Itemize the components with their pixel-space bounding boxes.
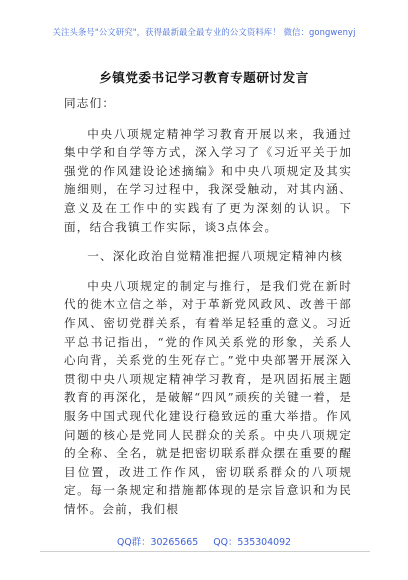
section-heading: 一、深化政治自觉精准把握八项规定精神内核 <box>87 249 344 264</box>
footer-divider <box>40 551 370 552</box>
footer-qq-group: QQ群：30265665 <box>116 537 199 548</box>
intro-paragraph: 中央八项规定精神学习教育开展以来，我通过集中学和自学等方式，深入学习了《习近平关于加强党的作风建设论述摘编》和中央八项规定及其实施细则，在学习过程中，我深受触动，对其内涵、意义及在工作中的实践有了更为深刻的认识。下面，结合我镇工作实际，谈3点体会。 <box>64 126 352 234</box>
promo-header: 关注头条号"公文研究"，获得最新最全最专业的公文资料库！ 微信：gongwenyj <box>52 27 356 37</box>
document-title: 乡镇党委书记学习教育专题研讨发言 <box>99 70 309 85</box>
footer-contacts <box>0 534 408 548</box>
document-body <box>64 94 352 529</box>
footer-qq: QQ：535304092 <box>213 537 292 548</box>
salutation: 同志们： <box>64 96 116 110</box>
section-paragraph: 中央八项规定的制定与推行，是我们党在新时代的徙木立信之举，对于革新党风政风、改善干部作风、密切党群关系，有着举足轻重的意义。习近平总书记指出，“党的作风关系党的形象，关系人心向背，关系党的生死存亡。”党中央部署开展深入贯彻中央八项规定精神学习教育，是巩固拓展主题教育的再深化，是破解“四风”顽疾的关键一着，是服务中国式现代化建设行稳致远的重大举措。作风问题的核心是党同人民群众的关系。中央八项规定的全称、全名，就是把密切联系群众摆在重要的醒目位置，改进工作作风，密切联系群众的八项规定。每一条规定和措施都体现的是宗旨意识和为民情怀。会前，我们根 <box>64 278 352 516</box>
